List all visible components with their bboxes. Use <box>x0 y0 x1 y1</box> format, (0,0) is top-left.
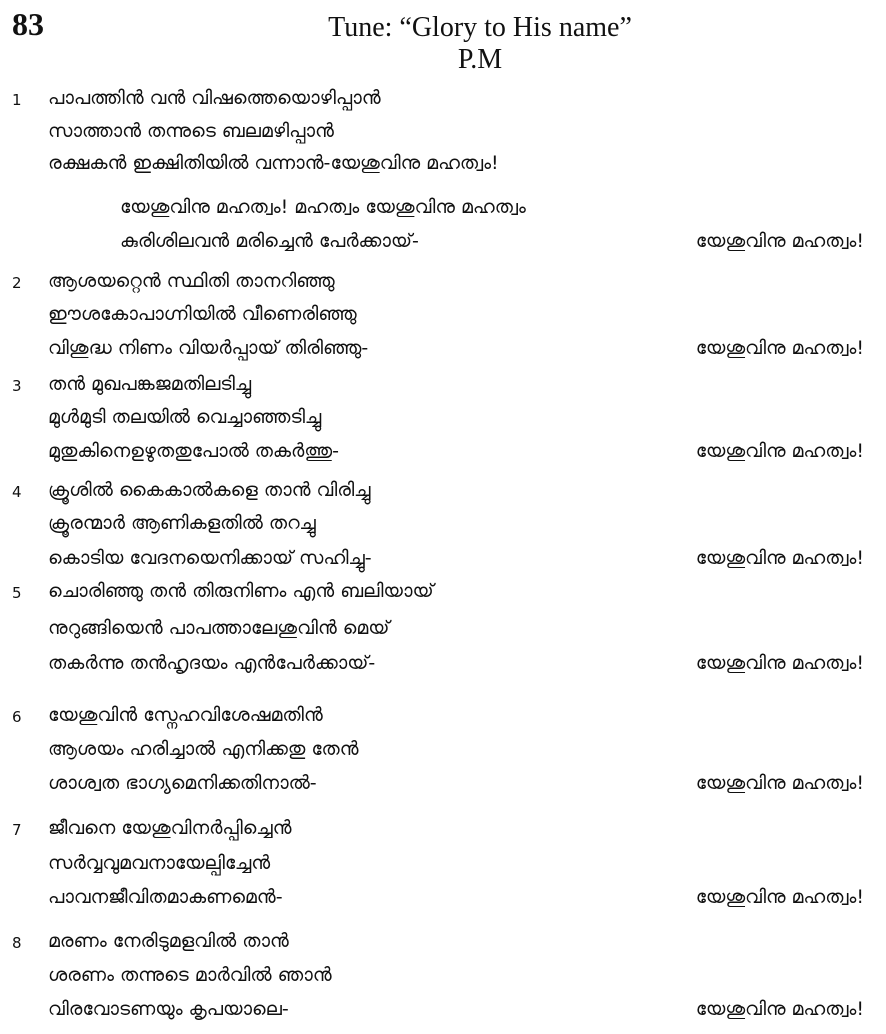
refrain-text: യേശുവിനു മഹത്വം! <box>695 886 864 908</box>
verse-line: ക്രൂശിൽ കൈകാൽകളെ താൻ വിരിച്ചു <box>48 479 371 501</box>
chorus-line: യേശുവിനു മഹത്വം! മഹത്വം യേശുവിനു മഹത്വം <box>120 196 526 218</box>
refrain-text: യേശുവിനു മഹത്വം! <box>695 652 864 674</box>
refrain-text: യേശുവിനു മഹത്വം! <box>695 998 864 1020</box>
verse-line: തൻ മുഖപങ്കജമതിലടിച്ചു <box>48 373 252 395</box>
verse-number: 8 <box>12 934 22 952</box>
verse-line: മുൾമുടി തലയിൽ വെച്ചാഞ്ഞടിച്ചു <box>48 406 322 428</box>
verse-line: ശരണം തന്നുടെ മാർവിൽ ഞാൻ <box>48 964 332 986</box>
verse-line: ആശയറ്റെൻ സ്ഥിതി താനറിഞ്ഞു <box>48 270 335 292</box>
verse-line: പാപത്തിൻ വൻ വിഷത്തെയൊഴിപ്പാൻ <box>48 87 381 109</box>
verse-line: വിശുദ്ധ നിണം വിയർപ്പായ് തിരിഞ്ഞു- <box>48 337 369 359</box>
verse-number: 4 <box>12 483 22 501</box>
verse-line: തകർന്നു തൻഹൃദയം എൻപേർക്കായ്- <box>48 652 376 674</box>
verse-line: ക്രൂരന്മാർ ആണികളതിൽ തറച്ചു <box>48 512 316 534</box>
verse-line: ശാശ്വത ഭാഗ്യമെനിക്കതിനാൽ- <box>48 772 317 794</box>
verse-number: 7 <box>12 821 22 839</box>
verse-line: ആശയം ഹരിച്ചാൽ എനിക്കതു തേൻ <box>48 738 359 760</box>
verse-line: ഈശകോപാഗ്നിയിൽ വീണെരിഞ്ഞു <box>48 303 357 325</box>
refrain-text: യേശുവിനു മഹത്വം! <box>695 547 864 569</box>
refrain-text: യേശുവിനു മഹത്വം! <box>695 337 864 359</box>
verse-line: സാത്താൻ തന്നുടെ ബലമഴിപ്പാൻ <box>48 120 334 142</box>
refrain-text: യേശുവിനു മഹത്വം! <box>695 440 864 462</box>
verse-line: മരണം നേരിടുമളവിൽ താൻ <box>48 930 289 952</box>
verse-number: 3 <box>12 377 22 395</box>
verse-line: യേശുവിൻ സ്നേഹവിശേഷമതിൻ <box>48 704 323 726</box>
verse-number: 5 <box>12 584 22 602</box>
verse-line: പാവനജീവിതമാകണമെൻ- <box>48 886 283 908</box>
refrain-text: യേശുവിനു മഹത്വം! <box>695 230 864 252</box>
chorus-line: കുരിശിലവൻ മരിച്ചെൻ പേർക്കായ്- <box>120 230 419 252</box>
verse-line: രക്ഷകൻ ഇക്ഷിതിയിൽ വന്നാൻ-യേശുവിനു മഹത്വം! <box>48 152 499 174</box>
verse-line: സർവ്വവുമവനായേല്പിച്ചേൻ <box>48 852 271 874</box>
refrain-text: യേശുവിനു മഹത്വം! <box>695 772 864 794</box>
verse-line: വിരവോടണയും കൃപയാലെ- <box>48 998 289 1020</box>
verse-line: മുതുകിനെഉഴുതതുപോൽ തകർത്തു- <box>48 440 339 462</box>
tune-title: Tune: “Glory to His name” <box>328 12 632 43</box>
verse-number: 6 <box>12 708 22 726</box>
verse-line: ജീവനെ യേശുവിനർപ്പിച്ചെൻ <box>48 817 292 839</box>
verse-line: കൊടിയ വേദനയെനിക്കായ് സഹിച്ചു- <box>48 547 372 569</box>
verse-number: 2 <box>12 274 22 292</box>
verse-line: നുറുങ്ങിയെൻ പാപത്താലേശുവിൻ മെയ് <box>48 617 390 639</box>
hymn-number: 83 <box>12 6 44 42</box>
verse-line: ചൊരിഞ്ഞു തൻ തിരുനിണം എൻ ബലിയായ് <box>48 580 434 602</box>
verse-number: 1 <box>12 91 22 109</box>
meter-label: P.M <box>457 44 503 75</box>
